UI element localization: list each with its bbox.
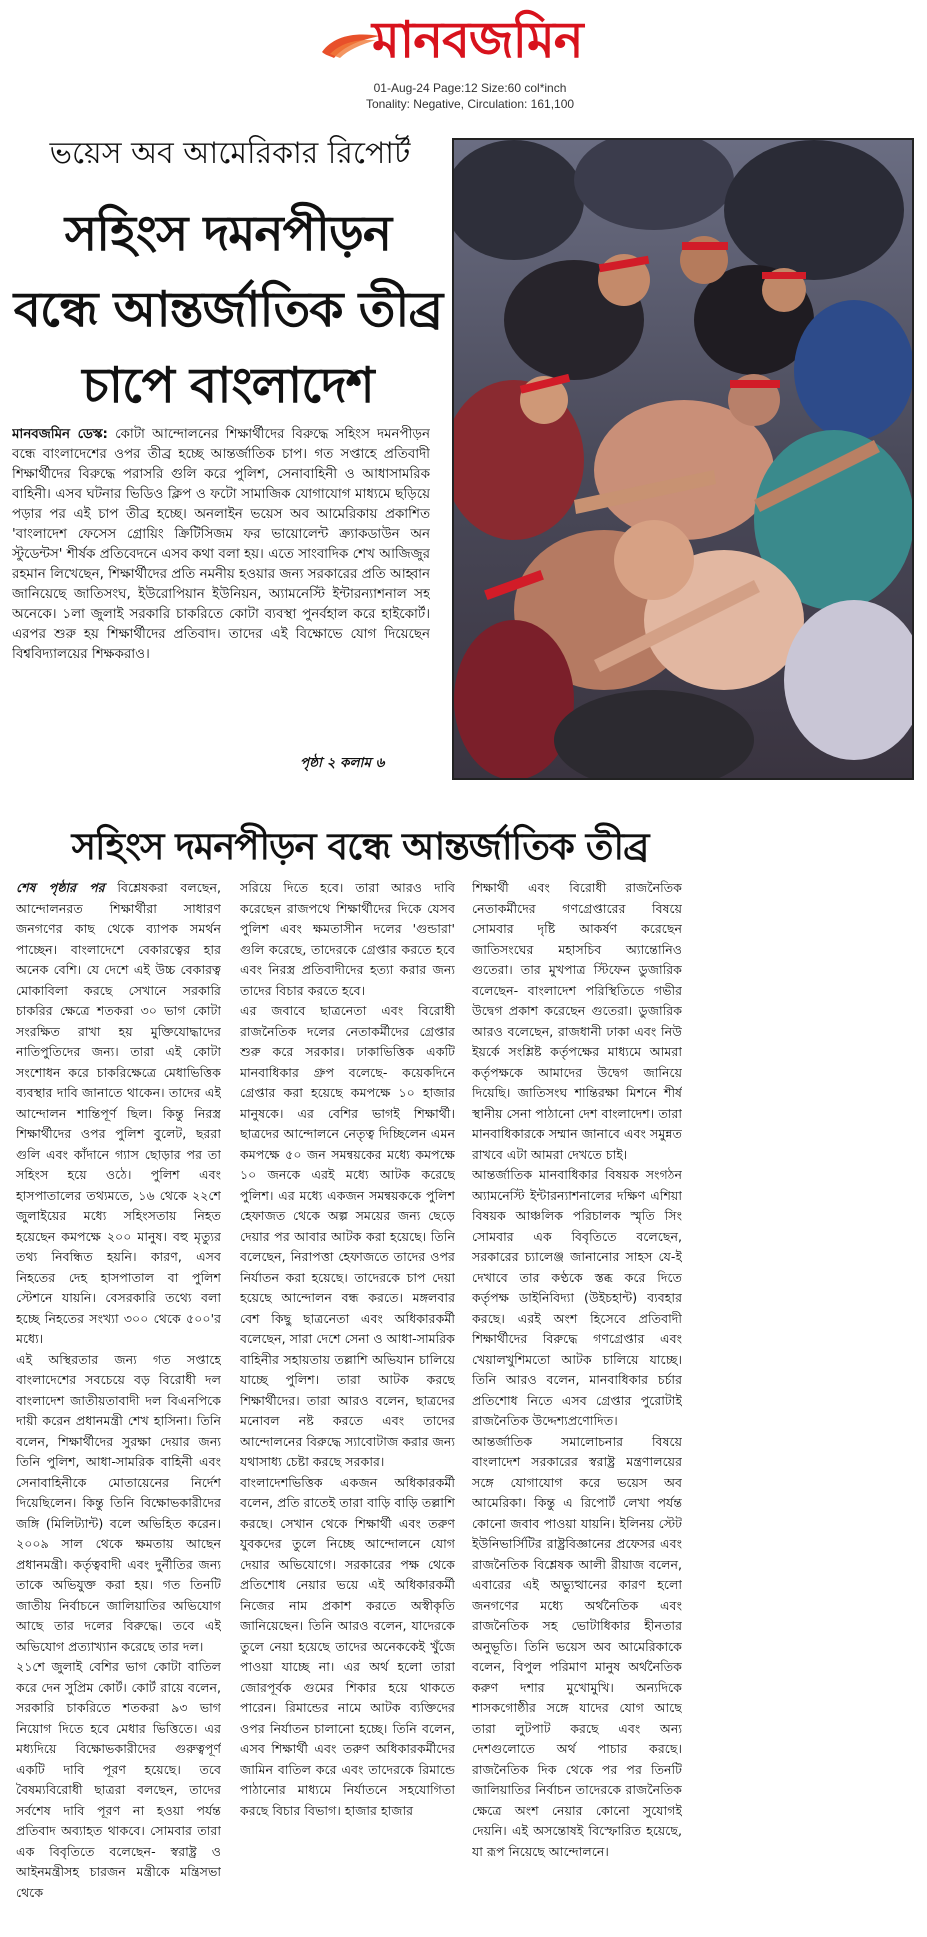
column-2-paragraph-3: বাংলাদেশভিত্তিক একজন অধিকারকর্মী বলেন, প্রতি রাতেই তারা বাড়ি বাড়ি তল্লাশি করছে। সেখান থেকে শিক্ষার্থী এবং তরুণ যুবকদের তুলে নিচ্ছে আন্দোলনে যোগ দেয়ার অভিযোগে। সরকারের পক্ষ থেকে প্রতিশোধ নেয়ার ভয়ে এই অধিকারকর্মী নিজের নাম প্রকাশ করতে অস্বীকৃতি জানিয়েছেন। তিনি আরও বলেন, যাদেরকে তুলে নেয়া হয়েছে তাদের অনেককেই খুঁজে পাওয়া যাচ্ছে না। এর অর্থ হলো তারা জোরপূর্বক গুমের শিকার হয়ে থাকতে পারেন। রিমান্ডের নামে আটক ব্যক্তিদের ওপর নির্যাতন চালানো হচ্ছে। তিনি বলেন, এসব শিক্ষার্থী এবং তরুণ অধিকারকর্মীদের জামিন বাতিল করে এবং তাদেরকে রিমান্ডে পাঠানোর মাধ্যমে নির্যাতনে সহযোগিতা করছে বিচার বিভাগ। হাজার হাজার (240, 1474, 455, 1818)
column-1-paragraph-1 (16, 878, 221, 1350)
column-3-paragraph-1: শিক্ষার্থী এবং বিরোধী রাজনৈতিক নেতাকর্মীদের গণগ্রেপ্তারের বিষয়ে সোমবার দৃষ্টি আকর্ষণ করেছেন জাতিসংঘের মহাসচিব অ্যান্তোনিও গুতেরা। তার মুখপাত্র স্টিফেন ডুজারিক বলেছেন- বাংলাদেশ পরিস্থিতিতে গভীর উদ্বেগ প্রকাশ করেছেন গুতেরা। ডুজারিক আরও বলেছেন, রাজধানী ঢাকা এবং নিউ ইয়র্কে সংশ্লিষ্ট কর্তৃপক্ষের মাধ্যমে আমরা কর্তৃপক্ষকে আমাদের উদ্বেগ জানিয়ে দিয়েছি। জাতিসংঘ শান্তিরক্ষা মিশনে শীর্ষ স্থানীয় সেনা পাঠানো দেশ বাংলাদেশ। তারা মানবাধিকারকে সম্মান জানাবে এবং সমুন্নত রাখবে এটা আমরা দেখতে চাই। (472, 880, 682, 1162)
jump-headline: সহিংস দমনপীড়ন বন্ধে আন্তর্জাতিক তীব্র (71, 825, 649, 868)
article-column-3 (472, 878, 682, 1930)
headline-line-2: বন্ধে আন্তর্জাতিক তীব্র (13, 281, 443, 338)
clip-meta-line2: Tonality: Negative, Circulation: 161,100 (365, 97, 575, 111)
masthead-logo: মানবজমিন (372, 10, 583, 69)
jump-reference: পৃষ্ঠা ২ কলাম ৬ (300, 755, 385, 771)
masthead (320, 8, 610, 74)
clip-meta (330, 80, 610, 112)
headline-line-1: সহিংস দমনপীড়ন (64, 205, 392, 262)
column-2-paragraph-1: সরিয়ে দিতে হবে। তারা আরও দাবি করেছেন রাজপথে শিক্ষার্থীদের দিকে যেসব পুলিশ এবং ক্ষমতাসীন দলের 'গুন্ডারা' গুলি করেছে, তাদেরকে গ্রেপ্তার করতে হবে এবং নিরস্ত্র প্রতিবাদীদের হত্যা করার জন্য তাদের বিচার করতে হবে। (240, 880, 455, 998)
column-3-paragraph-3: আন্তর্জাতিক সমালোচনার বিষয়ে বাংলাদেশ সরকারের স্বরাষ্ট্র মন্ত্রণালয়ের সঙ্গে যোগাযোগ করে ভয়েস অব আমেরিকা। কিন্তু এ রিপোর্ট লেখা পর্যন্ত কোনো জবাব পাওয়া যায়নি। ইলিনয় স্টেট ইউনিভার্সিটির রাষ্ট্রবিজ্ঞানের প্রফেসর এবং রাজনৈতিক বিশ্লেষক আলী রীয়াজ বলেন, এবারের এই অভ্যুত্থানের কারণ হলো জনগণের মধ্যে অর্থনৈতিক এবং রাজনৈতিক সহ ভোটাধিকার হীনতার অনুভূতি। তিনি ভয়েস অব আমেরিকাকে বলেন, বিপুল পরিমাণ মানুষ অর্থনৈতিক করুণ দশার মুখোমুখি। অন্যদিকে শাসকগোষ্ঠীর সঙ্গে যাদের যোগ আছে তারা লুটপাট করছে এবং অন্য দেশগুলোতে অর্থ পাচার করছে। রাজনৈতিক দিক থেকে পর পর তিনটি জালিয়াতির নির্বাচন তাদেরকে রাজনৈতিক ক্ষেত্রে অংশ নেয়ার কোনো সুযোগই দেয়নি। এই অসন্তোষই বিস্ফোরিত হয়েছে, যা রূপ নিয়েছে আন্দোলনে। (472, 1433, 682, 1859)
column-1-text-1: বিশ্লেষকরা বলছেন, আন্দোলনরত শিক্ষার্থীরা সাধারণ জনগণের কাছ থেকে ব্যাপক সমর্থন পাচ্ছেন। বাংলাদেশে বেকারত্বের হার অনেক বেশি। যে দেশে এই উচ্চ বেকারত্ব মোকাবিলা করছে সেখানে সরকারি চাকরির ক্ষেত্রে শতকরা ৩০ ভাগ কোটা সংরক্ষিত রাখা হয় মুক্তিযোদ্ধাদের নাতিপুতিদের জন্য। তারা এই কোটা সংশোধন করে চাকরিক্ষেত্রে মেধাভিত্তিক ব্যবস্থার দাবি জানাতে থাকেন। তাদের এই আন্দোলন শান্তিপূর্ণ ছিল। কিন্তু নিরস্ত্র শিক্ষার্থীদের ওপর পুলিশ বুলেট, ছররা গুলি এবং কাঁদানে গ্যাস ছোড়ার পর তা সহিংস হয়ে ওঠে। পুলিশ এবং হাসপাতালের তথ্যমতে, ১৬ থেকে ২২শে জুলাইয়ের মধ্যে সহিংসতায় নিহত হয়েছেন কমপক্ষে ২০০ মানুষ। বহু মৃত্যুর তথ্য নিবন্ধিত হয়নি। কারণ, এসব নিহতের দেহ হাসপাতাল বা পুলিশ স্টেশনে যায়নি। বেসরকারি তথ্যে বলা হচ্ছে নিহতের সংখ্যা ৩০০ থেকে ৫০০'র মধ্যে। (16, 880, 221, 1346)
article-column-2 (240, 878, 455, 1930)
column-2-paragraph-2: এর জবাবে ছাত্রনেতা এবং বিরোধী রাজনৈতিক দলের নেতাকর্মীদের গ্রেপ্তার শুরু করে সরকার। ঢাকাভিত্তিক একটি মানবাধিকার গ্রুপ বলেছে- কয়েকদিনে গ্রেপ্তার করা হয়েছে কমপক্ষে ১০ হাজার মানুষকে। এর বেশির ভাগই শিক্ষার্থী। ছাত্রদের আন্দোলনে নেতৃত্ব দিচ্ছিলেন এমন কমপক্ষে ৫০ জন সমন্বয়কের মধ্যে কমপক্ষে ১০ জনকে এরই মধ্যে আটক করেছে পুলিশ। এর মধ্যে একজন সমন্বয়ককে পুলিশ হেফাজত থেকে অল্প সময়ের জন্য ছেড়ে দেয়ার পর আবার আটক করা হয়েছে। তিনি বলেছেন, নিরাপত্তা হেফাজতে তাদের ওপর নির্যাতন করা হয়েছে। তাদেরকে চাপ দেয়া হয়েছে আন্দোলন বন্ধ করতে। মঙ্গলবার বেশ কিছু ছাত্রনেতা এবং অধিকারকর্মী বলেছেন, সারা দেশে সেনা ও আধা-সামরিক বাহিনীর সহায়তায় তল্লাশি অভিযান চালিয়ে যাচ্ছে পুলিশ। তারা আটক করছে শিক্ষার্থীদের। তারা আরও বলেন, ছাত্রদের মনোবল নষ্ট করতে এবং তাদের আন্দোলনের বিরুদ্ধে স্যাবোটাজ করার জন্য যথাসাধ্য চেষ্টা করছে সরকার। (240, 1003, 455, 1469)
story-kicker: ভয়েস অব আমেরিকার রিপোর্ট (49, 136, 411, 171)
article-column-1 (16, 878, 221, 1930)
lead-body: কোটা আন্দোলনের শিক্ষার্থীদের বিরুদ্ধে সহিংস দমনপীড়ন বন্ধে বাংলাদেশের ওপর তীব্র হচ্ছে আন্তর্জাতিক চাপ। গত সপ্তাহে প্রতিবাদী শিক্ষার্থীদের বিরুদ্ধে পরাসরি গুলি করে পুলিশ, সেনাবাহিনী ও আধাসামরিক বাহিনী। এসব ঘটনার ভিডিও ক্লিপ ও ফটো সামাজিক যোগাযোগ মাধ্যমে ছড়িয়ে পড়ার পর এই চাপ তীব্র হচ্ছে। অনলাইন ভয়েস অব আমেরিকায় প্রকাশিত 'বাংলাদেশ ফেসেস গ্রোয়িং ক্রিটিসিজম ফর ভায়োলেন্ট ক্র্যাকডাউন অন স্টুডেন্টস' শীর্ষক প্রতিবেদনে এসব কথা বলা হয়। এতে সাংবাদিক শেখ আজিজুর রহমান লিখেছেন, শিক্ষার্থীদের প্রতি নমনীয় হওয়ার জন্য সরকারের প্রতি আহ্বান জানিয়েছে জাতিসংঘ, ইউরোপিয়ান ইউনিয়ন, অ্যামনেস্টি ইন্টারন্যাশনাল সহ অনেকে। ১লা জুলাই সরকারি চাকরিতে কোটা ব্যবস্থা পুনর্বহাল করে হাইকোর্ট। এরপর শুরু হয় শিক্ষার্থীদের প্রতিবাদ। তাদের এই বিক্ষোভে যোগ দিয়েছেন বিশ্ববিদ্যালয়ের শিক্ষকরাও। (12, 427, 430, 662)
story-headline (8, 196, 448, 424)
clip-meta-line1: 01-Aug-24 Page:12 Size:60 col*inch (373, 81, 567, 95)
dateline: মানবজমিন ডেস্ক: (12, 427, 108, 442)
story-lead (12, 425, 430, 775)
protest-photo (452, 138, 914, 780)
column-1-paragraph-3: ২১শে জুলাই বেশির ভাগ কোটা বাতিল করে দেন সুপ্রিম কোর্ট। কোর্ট রায়ে বলেন, সরকারি চাকরিতে শতকরা ৯৩ ভাগ নিয়োগ দিতে হবে মেধার ভিত্তিতে। এর মধ্যদিয়ে বিক্ষোভকারীদের গুরুত্বপূর্ণ একটি দাবি পূরণ হয়েছে। তবে বৈষম্যবিরোধী ছাত্ররা বলছেন, তাদের সর্বশেষ দাবি পূরণ না হওয়া পর্যন্ত প্রতিবাদ অব্যাহত থাকবে। সোমবার তারা এক বিবৃতিতে বলেছেন- স্বরাষ্ট্র ও আইনমন্ত্রীসহ চারজন মন্ত্রীকে মন্ত্রিসভা থেকে (16, 1659, 221, 1900)
continued-from-label: শেষ পৃষ্ঠার পর (16, 880, 105, 895)
column-3-paragraph-2: আন্তর্জাতিক মানবাধিকার বিষয়ক সংগঠন অ্যামনেস্টি ইন্টারন্যাশনালের দক্ষিণ এশিয়া বিষয়ক আঞ্চলিক পরিচালক স্মৃতি সিং সোমবার এক বিবৃতিতে বলেছেন, সরকারের চ্যালেঞ্জ জানানোর সাহস যে-ই দেখাবে তার কণ্ঠকে স্তব্ধ করে দিতে কর্তৃপক্ষ ডাইনিবিদ্যা (উইচহান্ট) ব্যবহার করছে। এরই অংশ হিসেবে প্রতিবাদী শিক্ষার্থীদের বিরুদ্ধে গণগ্রেপ্তার এবং খেয়ালখুশিমতো আটক চালিয়ে যাচ্ছে। তিনি আরও বলেন, মানবাধিকার চর্চার প্রতিশোধ নিতে এসব গ্রেপ্তার পুরোটাই রাজনৈতিক উদ্দেশ্যপ্রণোদিত। (472, 1167, 682, 1428)
protest-crowd-photo-icon (454, 140, 912, 778)
column-1-paragraph-2: এই অস্থিরতার জন্য গত সপ্তাহে বাংলাদেশের সবচেয়ে বড় বিরোধী দল বাংলাদেশ জাতীয়তাবাদী দল বিএনপিকে দায়ী করেন প্রধানমন্ত্রী শেখ হাসিনা। তিনি বলেন, শিক্ষার্থীদের সুরক্ষা দেয়ার জন্য তিনি পুলিশ, আধা-সামরিক বাহিনী এবং সেনাবাহিনীকে মোতায়েনের নির্দেশ দিয়েছিলেন। কিন্তু তিনি বিক্ষোভকারীদের জঙ্গি (মিলিট্যান্ট) বলে অভিহিত করেন। ২০০৯ সাল থেকে ক্ষমতায় আছেন প্রধানমন্ত্রী। কর্তৃত্ববাদী এবং দুর্নীতির জন্য তাকে অভিযুক্ত করা হয়। গত তিনটি জাতীয় নির্বাচনে জালিয়াতির অভিযোগ আছে তার দলের বিরুদ্ধে। তবে এই অভিযোগ প্রত্যাখ্যান করেছে তার দল। (16, 1351, 221, 1654)
headline-line-3: চাপে বাংলাদেশ (82, 357, 374, 414)
